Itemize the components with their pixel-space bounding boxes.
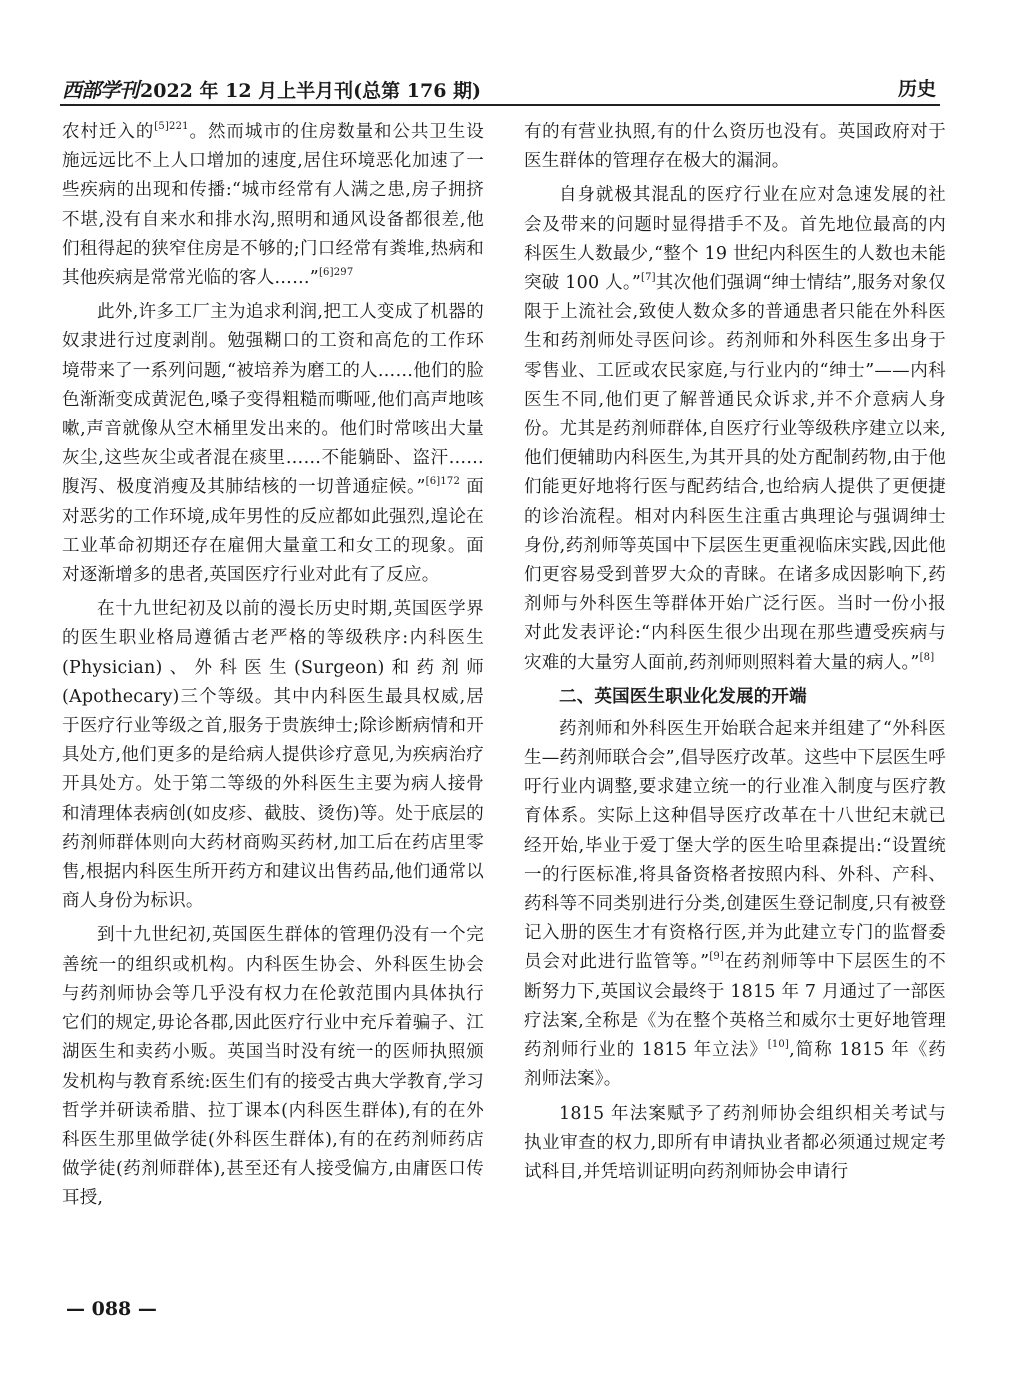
paragraph: 有的有营业执照,有的什么资历也没有。英国政府对于医生群体的管理存在极大的漏洞。 bbox=[524, 122, 946, 172]
citation: [8] bbox=[919, 651, 935, 663]
paragraph: 在十九世纪初及以前的漫长历史时期,英国医学界的医生职业格局遵循古老严格的等级秩序:内科医生(Physician)、外科医生(Surgeon)和药剂师(Apothecary)三个等级。其中内科医生最具权威,居于医疗行业等级之首,服务于贵族绅士;除诊断病情和开具处方,他们更多的是给病人提供诊疗意见,为疾病治疗开具处方。处于第二等级的外科医生主要为病人接骨和清理体表病创(如皮疹、截肢、烫伤)等。处于底层的药剂师群体则向大药材商购买药材,加工后在药店里零售,根据内科医生所开药方和建议出售药品,他们通常以商人身份为标识。 bbox=[62, 599, 484, 912]
citation: [5]221 bbox=[154, 121, 189, 132]
page-header bbox=[60, 68, 940, 106]
paragraph: 此外,许多工厂主为追求利润,把工人变成了机器的奴隶进行过度剥削。勉强糊口的工资和高危的工作环境带来了一系列问题,“被培养为磨工的人……他们的脸色渐渐变成黄泥色,嗓子变得粗糙而嘶哑,他们高声地咳嗽,声音就像从空木桶里发出来的。他们时常咳出大量灰尘,这些灰尘或者混在痰里……不能躺卧、盗汗……腹泻、极度消瘦及其肺结核的一切普通症候。”$^{[6]172}$ 面对恶劣的工作环境,成年男性的反应都如此强烈,遑论在工业革命初期还存在雇佣大量童工和女工的现象。面对逐渐增多的患者,英国医疗行业对此有了反应。 bbox=[62, 302, 485, 586]
journal-issue bbox=[62, 74, 481, 103]
citation: [6]297 bbox=[318, 267, 354, 279]
citation: [10] bbox=[767, 1039, 790, 1051]
paragraph: 到十九世纪初,英国医生群体的管理仍没有一个完善统一的组织或机构。内科医生协会、外科医生协会与药剂师协会等几乎没有权力在伦敦范围内具体执行它们的规定,毋论各郡,因此医疗行业中充斥着骗子、江湖医生和卖药小贩。英国当时没有统一的医师执照颁发机构与教育系统:医生们有的接受古典大学教育,学习哲学并研读希腊、拉丁课本(内科医生群体),有的在外科医生那里做学徒(外科医生群体),有的在药剂师药店做学徒(药剂师群体),甚至还有人接受偏方,由庸医口传耳授, bbox=[62, 925, 484, 1209]
paragraph: 药剂师和外科医生开始联合起来并组建了“外科医生—药剂师联合会”,倡导医疗改革。这些中下层医生呼吁行业内调整,要求建立统一的行业准入制度与医疗教育体系。实际上这种倡导医疗改革在十八世纪末就已经开始,毕业于爱丁堡大学的医生哈里森提出:“设置统一的行医标准,将具备资格者按照内科、外科、产科、药科等不同类别进行分类,创建医生登记制度,只有被登记入册的医生才有资格行医,并为此建立专门的监督委员会对此进行监管等。”[9]在药剂师等中下层医生的不断努力下,英国议会最终于 1815 年 7 月通过了一部医疗法案,全称是《为在整个英格兰和威尔士更好地管理药剂师行业的 1815 年立法》[10],简称 1815 年《药剂师法案》。 bbox=[524, 718, 947, 1090]
paragraph: 农村迁入的$^{[5]221}$。然而城市的住房数量和公共卫生设施远远比不上人口增加的速度,居住环境恶化加速了一些疾病的出现和传播:“城市经常有人满之患,房子拥挤不堪,没有自来水和排水沟,照明和通风设备都很差,他们租得起的狭窄住房是不够的;门口经常有粪堆,热病和其他疾病是常常光临的客人……”$^{[6]297}$ bbox=[62, 121, 485, 289]
citation: [7] bbox=[640, 272, 656, 284]
paragraph: 自身就极其混乱的医疗行业在应对急速发展的社会及带来的问题时显得措手不及。首先地位最高的内科医生人数最少,“整个 19 世纪内科医生的人数也未能突破 100 人。”[7]其次他们强调“绅士情结”,服务对象仅限于上流社会,致使人数众多的普通患者只能在外科医生和药剂师处寻医问诊。药剂师和外科医生多出身于零售业、工匠或农民家庭,与行业内的“绅士”——内科医生不同,他们更了解普通民众诉求,并不介意病人身份。尤其是药剂师群体,自医疗行业等级秩序建立以来,他们便辅助内科医生,为其开具的处方配制药物,由于他们能更好地将行医与配药结合,也给病人提供了更便捷的诊治流程。相对内科医生注重古典理论与强调绅士身份,药剂师等英国中下层医生更重视临床实践,因此他们更容易受到普罗大众的青睐。在诸多成因影响下,药剂师与外科医生等群体开始广泛行医。当时一份小报对此发表评论:“内科医生很少出现在那些遭受疾病与灾难的大量穷人面前,药剂师则照料着大量的病人。”[8] bbox=[524, 185, 946, 673]
citation: [9] bbox=[709, 951, 725, 963]
section-title: 历史 bbox=[897, 78, 936, 100]
issue-info: 2022 年 12 月上半月刊(总第 176 期) bbox=[140, 80, 482, 102]
page-number: — 088 — bbox=[66, 1298, 157, 1320]
paragraph: 1815 年法案赋予了药剂师协会组织相关考试与执业审查的权力,即所有申请执业者都必须通过规定考试科目,并凭培训证明向药剂师协会申请行 bbox=[524, 1103, 946, 1182]
section-heading: 二、英国医生职业化发展的开端 bbox=[559, 686, 807, 707]
citation: [6]172 bbox=[425, 476, 461, 488]
left-column bbox=[62, 118, 484, 1219]
right-column bbox=[524, 118, 946, 1192]
journal-logo: 西部学刊 bbox=[62, 78, 138, 102]
